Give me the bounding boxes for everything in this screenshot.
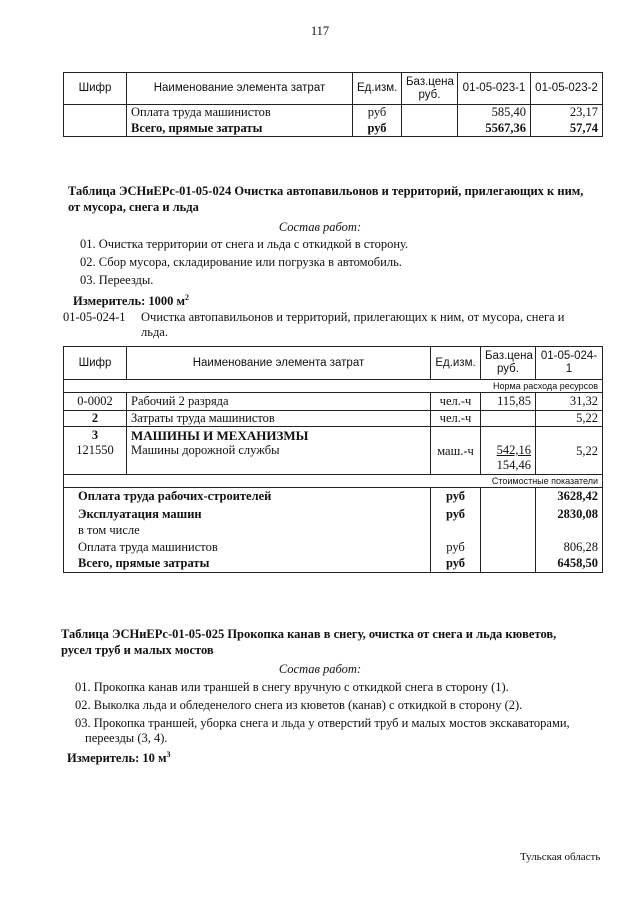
section-title-cont: от мусора, снега и льда	[68, 200, 199, 214]
col-header-unit: Ед.изм.	[431, 347, 481, 380]
table-row: 3 121550 МАШИНЫ И МЕХАНИЗМЫ Машины дорожной службы маш.-ч 542,16 154,46 5,22	[64, 427, 603, 475]
work-item: 01. Очистка территории от снега и льда с откидкой в сторону.	[80, 237, 409, 251]
work-item: 03. Прокопка траншей, уборка снега и льда у отверстий труб и малых мостов экскаваторами,	[75, 716, 570, 730]
works-heading: Состав работ:	[278, 662, 362, 676]
work-item: 03. Переезды.	[80, 273, 154, 287]
row-name: Оплата труда машинистов	[127, 105, 353, 121]
table-row: Всего, прямые затраты руб 5567,36 57,74	[64, 121, 603, 137]
col-header-unit: Ед.изм.	[353, 73, 402, 105]
works-heading: Состав работ:	[278, 220, 362, 234]
row-name: Всего, прямые затраты	[127, 121, 353, 137]
work-item: 02. Выколка льда и обледенелого снега из кюветов (канав) с откидкой в сторону (2).	[75, 698, 523, 712]
work-item: 02. Сбор мусора, складирование или погрузка в автомобиль.	[80, 255, 402, 269]
col-header-name: Наименование элемента затрат	[127, 347, 431, 380]
col-header-023-1: 01-05-023-1	[458, 73, 531, 105]
table-row: Эксплуатация машин руб 2830,08	[64, 506, 603, 523]
table-row: Оплата труда рабочих-строителей руб 3628,42	[64, 488, 603, 506]
col-header-price: Баз.цена руб.	[481, 347, 536, 380]
norm-label: Норма расхода ресурсов	[64, 380, 603, 393]
page-number: 117	[310, 24, 330, 38]
col-header-code: Шифр	[64, 73, 127, 105]
table-row: в том числе	[64, 523, 603, 539]
table-row: Всего, прямые затраты руб 6458,50	[64, 556, 603, 573]
work-item-cont: переезды (3, 4).	[85, 731, 168, 745]
cost-label: Стоимостные показатели	[64, 475, 603, 488]
item-text-cont: льда.	[141, 325, 168, 339]
item-code: 01-05-024-1	[63, 310, 126, 324]
table-row: 2 Затраты труда машинистов чел.-ч 5,22	[64, 411, 603, 427]
measure-unit: Измеритель: 1000 $м^2$	[73, 293, 190, 309]
item-text: Очистка автопавильонов и территорий, прилегающих к ним, от мусора, снега и	[141, 310, 565, 324]
col-header-name: Наименование элемента затрат	[127, 73, 353, 105]
table-row: Оплата труда машинистов руб 585,40 23,17	[64, 105, 603, 121]
col-header-price: Баз.цена руб.	[402, 73, 458, 105]
col-header-code: Шифр	[64, 347, 127, 380]
footer-region: Тульская область	[520, 851, 601, 863]
section-title: Таблица ЭСНиЕРс-01-05-025 Прокопка канав в снегу, очистка от снега и льда кюветов,	[61, 627, 557, 641]
measure-unit: Измеритель: 10 $м^3$	[67, 750, 171, 766]
col-header-024-1: 01-05-024-1	[536, 347, 603, 380]
col-header-023-2: 01-05-023-2	[531, 73, 603, 105]
section-title: Таблица ЭСНиЕРс-01-05-024 Очистка автопавильонов и территорий, прилегающих к ним,	[68, 184, 584, 198]
table-01-05-024	[63, 346, 603, 573]
table-01-05-023	[63, 72, 603, 137]
work-item: 01. Прокопка канав или траншей в снегу вручную с откидкой снега в сторону (1).	[75, 680, 509, 694]
table-row: Оплата труда машинистов руб 806,28	[64, 539, 603, 556]
table-row: 0-0002 Рабочий 2 разряда чел.-ч 115,85 31,32	[64, 393, 603, 411]
section-title-cont: русел труб и малых мостов	[61, 643, 214, 657]
